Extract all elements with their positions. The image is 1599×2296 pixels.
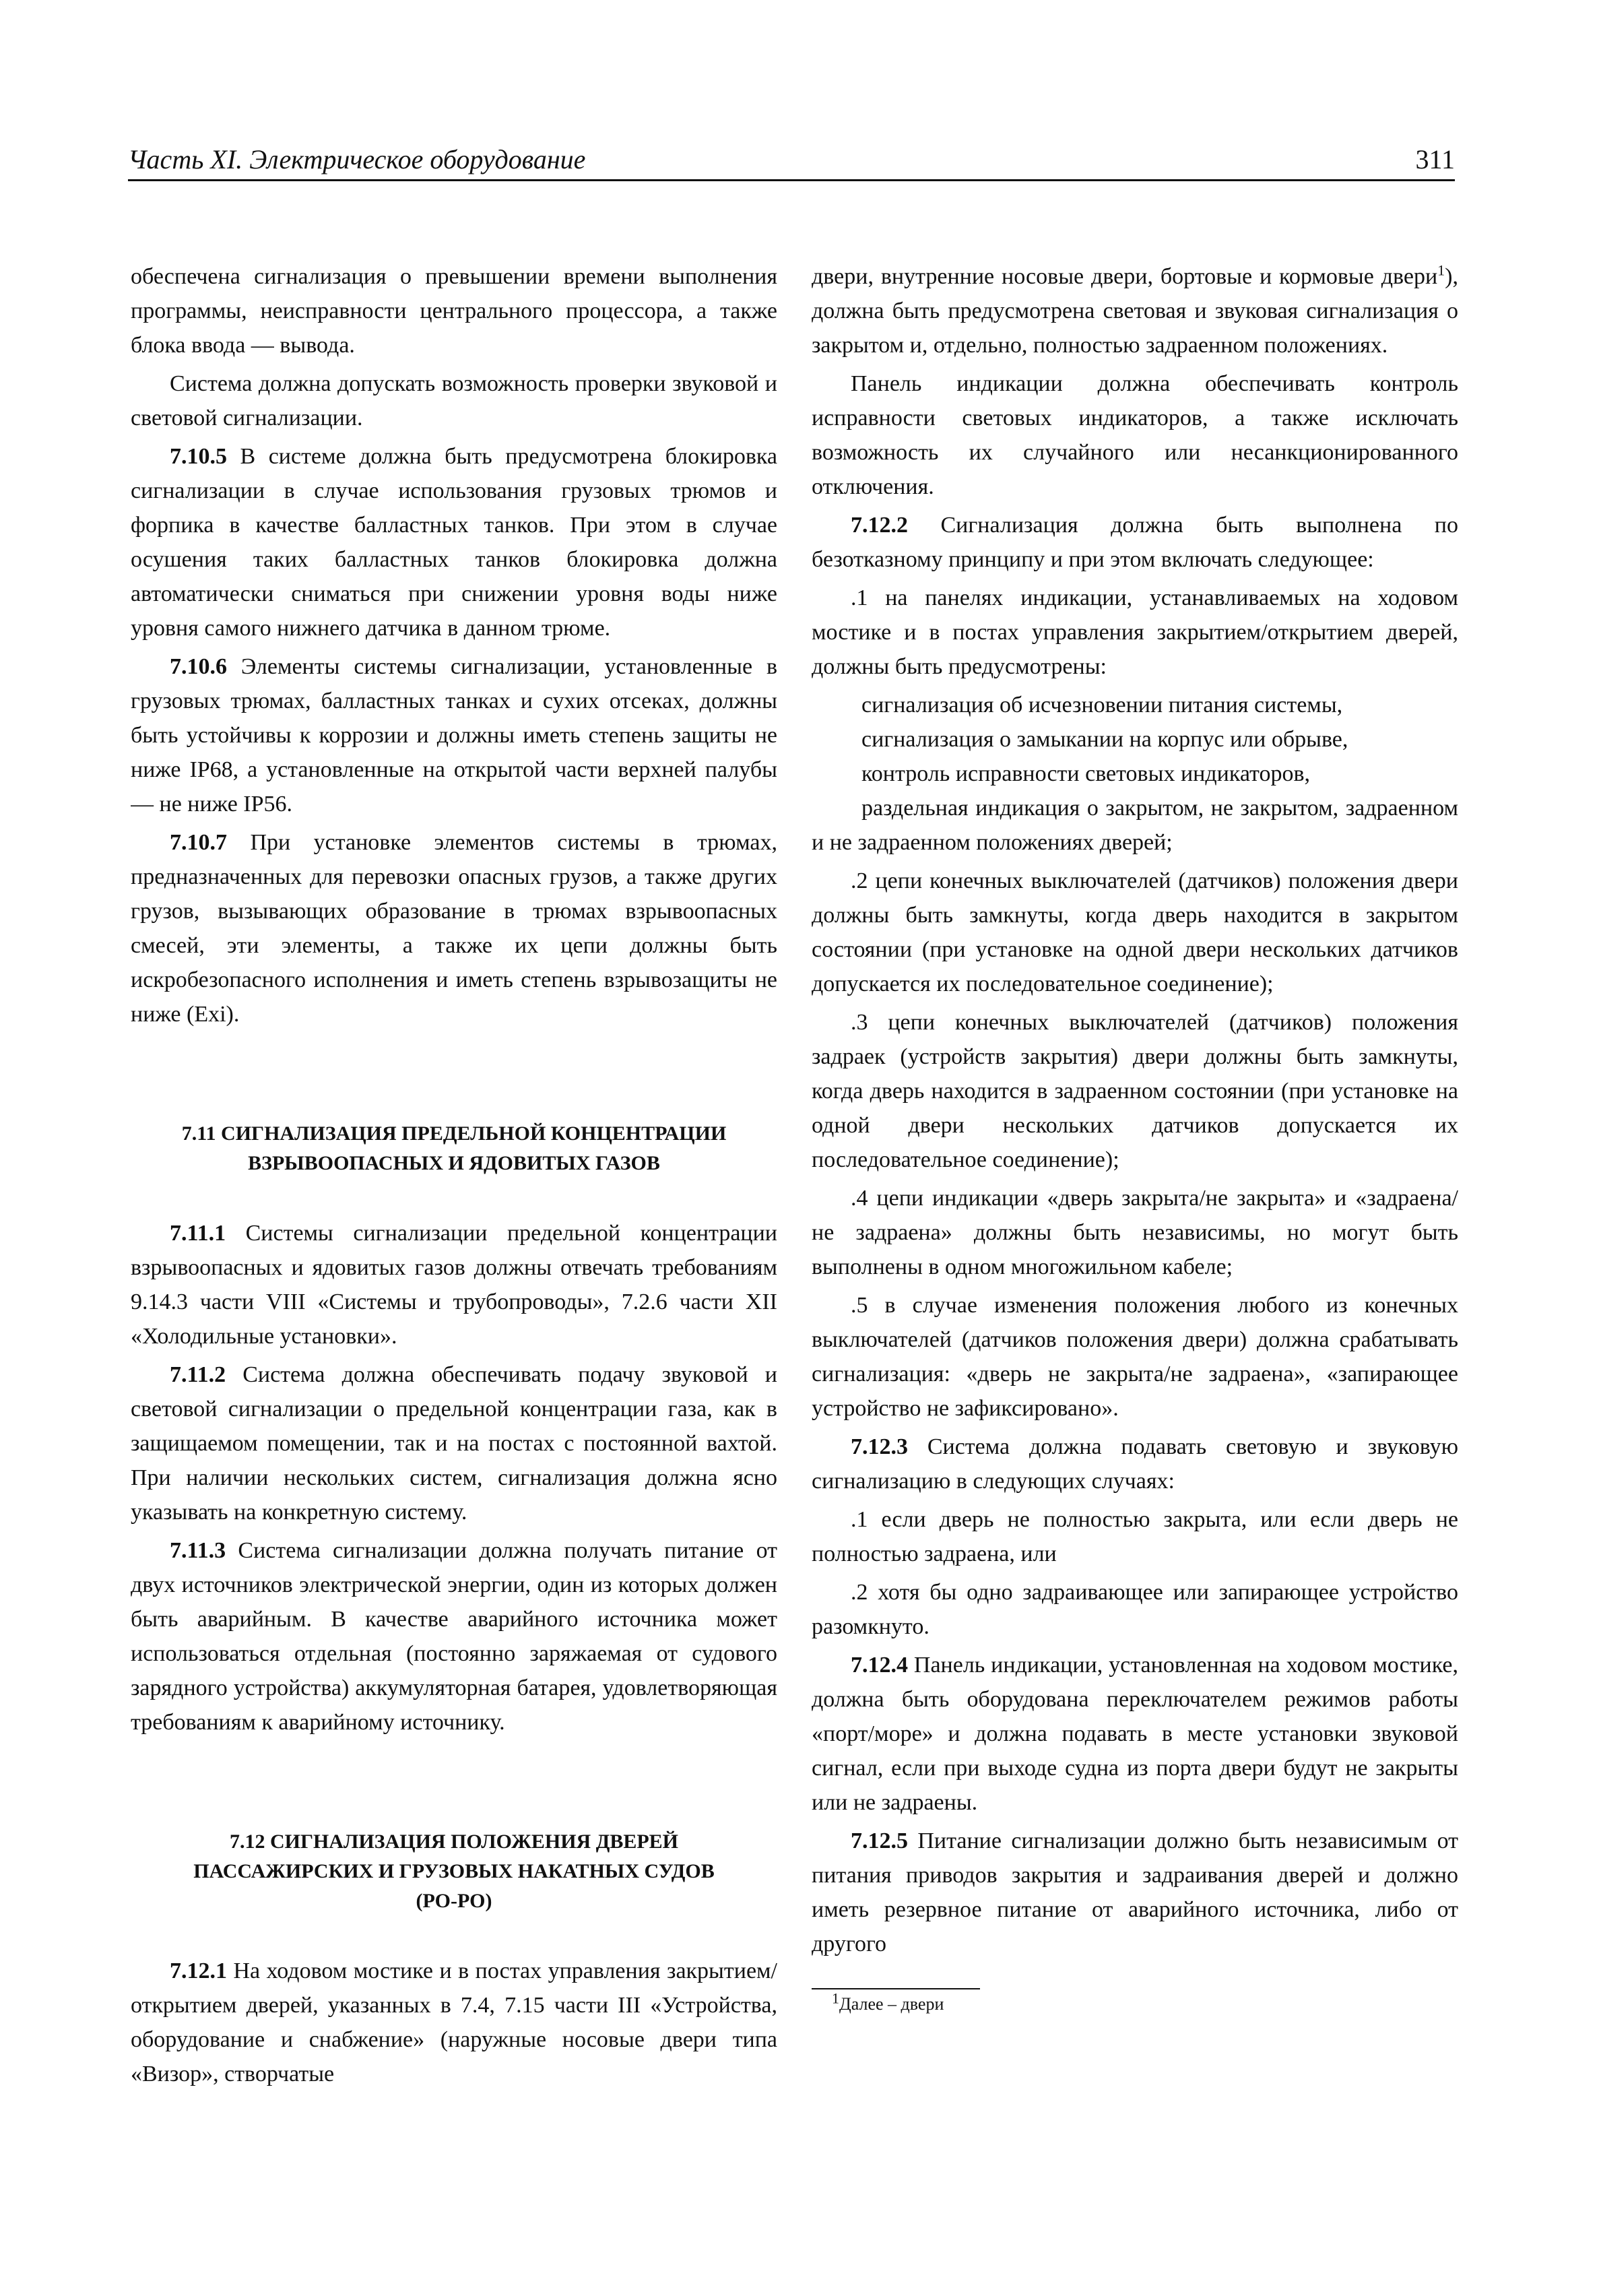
paragraph (812, 259, 1458, 362)
sub-item: сигнализация об исчезновении питания системы, (861, 693, 1343, 718)
right-column (812, 259, 1458, 2254)
paragraph (812, 1648, 1458, 1820)
clause-number: 7.12.1 (170, 1958, 227, 1983)
paragraph: обеспечена сигнализация о превышении времени выполнения программы, неисправности центрального процессора, а также блока ввода — вывода. (131, 264, 777, 358)
paragraph (812, 508, 1458, 577)
list-item: .1 на панелях индикации, устанавливаемых на ходовом мостике и в постах управления закрытием/открытием дверей, должны быть предусмотрены: (812, 585, 1458, 679)
paragraph (812, 1824, 1458, 1961)
page-header (128, 144, 1455, 181)
clause-text: Элементы системы сигнализации, установленные в грузовых трюмах, балластных танках и сухих отсеках, должны быть устойчивы к коррозии и должны иметь степень защиты не ниже IP68, а установленные на открытой части верхней палубы — не ниже IP56. (131, 654, 777, 817)
footnote-text: Далее – двери (839, 1994, 944, 2014)
clause-number: 7.11.3 (170, 1538, 226, 1563)
clause-number: 7.11.1 (170, 1221, 226, 1246)
section-heading-7-12 (144, 1827, 764, 1916)
list-item: .3 цепи конечных выключателей (датчиков) положения задраек (устройств закрытия) двери должны быть замкнуты, когда дверь находится в задраенном состоянии (при установке на одной двери нескольких датчиков допускается их последовательное соединение); (812, 1010, 1458, 1172)
list-item: .4 цепи индикации «дверь закрыта/не закрыта» и «задраена/не задраена» должны быть независимы, но могут быть выполнены в одном многожильном кабеле; (812, 1186, 1458, 1279)
clause-number: 7.11.2 (170, 1362, 226, 1387)
clause-number: 7.10.7 (170, 830, 227, 855)
paragraph (131, 439, 777, 645)
footnote-marker: 1 (1437, 261, 1445, 279)
paragraph (131, 825, 777, 1031)
clause-text: Сигнализация должна быть выполнена по безотказному принципу и при этом включать следующее: (812, 513, 1458, 572)
sub-item: контроль исправности световых индикаторов, (861, 761, 1311, 786)
clause-text: Система должна подавать световую и звуковую сигнализацию в следующих случаях: (812, 1434, 1458, 1494)
clause-text: Питание сигнализации должно быть независимым от питания приводов закрытия и задраивания дверей и должно иметь резервное питание от аварийного источника, либо от другого (812, 1828, 1458, 1956)
clause-text: В системе должна быть предусмотрена блокировка сигнализации в случае использования грузовых трюмов и форпика в качестве балластных танков. При этом в случае осушения таких балластных танков блокировка должна автоматически сниматься при снижении уровня воды ниже уровня самого нижнего датчика в данном трюме. (131, 444, 777, 641)
paragraph (131, 1358, 777, 1529)
heading-line: ПАССАЖИРСКИХ И ГРУЗОВЫХ НАКАТНЫХ СУДОВ (193, 1860, 715, 1882)
heading-line: 7.12 СИГНАЛИЗАЦИЯ ПОЛОЖЕНИЯ ДВЕРЕЙ (229, 1830, 679, 1853)
list-item: .1 если дверь не полностью закрыта, или если дверь не полностью задраена, или (812, 1507, 1458, 1566)
paragraph (812, 1430, 1458, 1498)
list-item: .2 цепи конечных выключателей (датчиков) положения двери должны быть замкнуты, когда дверь находится в закрытом состоянии (при установке на одной двери нескольких датчиков допускается их последовательное соединение); (812, 868, 1458, 996)
heading-line: 7.11 СИГНАЛИЗАЦИЯ ПРЕДЕЛЬНОЙ КОНЦЕНТРАЦИИ (181, 1122, 727, 1145)
page-number: 311 (1415, 144, 1455, 174)
clause-text: Система сигнализации должна получать питание от двух источников электрической энергии, один из которых должен быть аварийным. В качестве аварийного источника может использоваться отдельная (постоянно заряжаемая от судового зарядного устройства) аккумуляторная батарея, удовлетворяющая требованиям к аварийному источнику. (131, 1538, 777, 1735)
clause-text: Системы сигнализации предельной концентрации взрывоопасных и ядовитых газов должны отвечать требованиям 9.14.3 части VIII «Системы и трубопроводы», 7.2.6 части XII «Холодильные установки». (131, 1221, 777, 1349)
paragraph (131, 1216, 777, 1353)
clause-number: 7.12.3 (851, 1434, 908, 1459)
clause-number: 7.10.6 (170, 654, 227, 679)
footnote (812, 1989, 1458, 2016)
clause-number: 7.10.5 (170, 444, 227, 469)
list-item: .2 хотя бы одно задраивающее или запирающее устройство разомкнуто. (812, 1580, 1458, 1639)
paragraph (131, 1533, 777, 1740)
left-column (131, 259, 777, 2254)
sub-item-wrapped: раздельная индикация о закрытом, не закрытом, задраенном и не задраенном положениях дверей; (812, 796, 1458, 855)
footnote-marker: 1 (832, 1989, 839, 2007)
clause-number: 7.12.4 (851, 1653, 908, 1678)
clause-text: ), должна быть предусмотрена световая и звуковая сигнализация о закрытом и, отдельно, полностью задраенном положениях. (812, 264, 1458, 358)
clause-number: 7.12.5 (851, 1828, 908, 1853)
running-title: Часть XI. Электрическое оборудование (128, 144, 586, 174)
paragraph: Панель индикации должна обеспечивать контроль исправности световых индикаторов, а также исключать возможность их случайного или несанкционированного отключения. (812, 371, 1458, 499)
paragraph (131, 649, 777, 821)
clause-text: Система должна обеспечивать подачу звуковой и световой сигнализации о предельной концентрации газа, как в защищаемом помещении, так и на постах с постоянной вахтой. При наличии нескольких систем, сигнализация должна ясно указывать на конкретную систему. (131, 1362, 777, 1525)
list-item: .5 в случае изменения положения любого из конечных выключателей (датчиков положения двери) должна срабатывать сигнализация: «дверь не закрыта/не задраена», «запирающее устройство не зафиксировано». (812, 1293, 1458, 1421)
clause-text: двери, внутренние носовые двери, бортовые и кормовые двери (812, 264, 1438, 289)
clause-text: Панель индикации, установленная на ходовом мостике, должна быть оборудована переключателем режимов работы «порт/море» и должна подавать в месте установки звуковой сигнал, если при выходе судна из порта двери будут не закрыты или не задраены. (812, 1653, 1458, 1815)
section-heading-7-11 (144, 1119, 764, 1178)
paragraph (131, 1954, 777, 2091)
heading-line: (РО-РО) (416, 1890, 492, 1912)
heading-line: ВЗРЫВООПАСНЫХ И ЯДОВИТЫХ ГАЗОВ (248, 1152, 660, 1174)
sub-item: сигнализация о замыкании на корпус или обрыве, (861, 727, 1348, 752)
clause-number: 7.12.2 (851, 513, 908, 538)
clause-text: При установке элементов системы в трюмах, предназначенных для перевозки опасных грузов, а также других грузов, вызывающих образование в трюмах взрывоопасных смесей, эти элементы, а также их цепи должны быть искробезопасного исполнения и иметь степень взрывозащиты не ниже (Exi). (131, 830, 777, 1027)
clause-text: На ходовом мостике и в постах управления закрытием/открытием дверей, указанных в 7.4, 7.15 части III «Устройства, оборудование и снабжение» (наружные носовые двери типа «Визор», створчатые (131, 1958, 777, 2086)
paragraph: Система должна допускать возможность проверки звуковой и световой сигнализации. (131, 371, 777, 430)
